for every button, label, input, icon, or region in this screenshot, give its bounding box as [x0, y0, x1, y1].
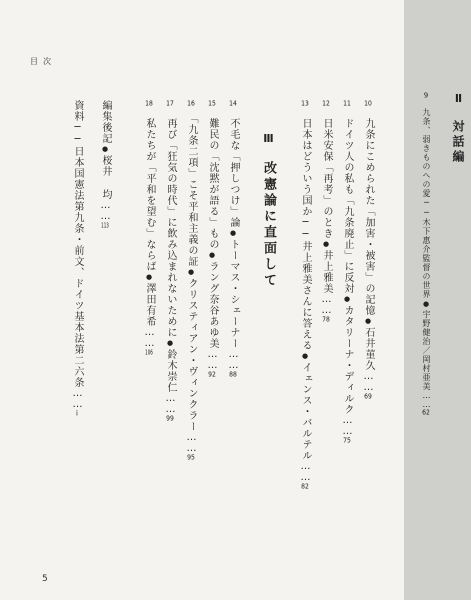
next-entry: [422, 92, 430, 416]
entry-title: 資料──日本国憲法第九条・前文、ドイツ基本法第二六条: [72, 100, 83, 388]
entry-leader: ……: [186, 432, 197, 454]
entry-title: ドイツ人の私も「九条廃止」に反対: [342, 118, 353, 294]
toc-entry: [321, 100, 331, 323]
bullet-icon: ●: [145, 273, 153, 282]
next-entry-number: 9: [423, 92, 429, 99]
entry-number: 15: [208, 100, 216, 107]
entry-page: 75: [343, 437, 351, 444]
entry-number: 11: [343, 100, 351, 107]
bullet-icon: ●: [343, 295, 351, 304]
entry-author: 桜井 均: [100, 155, 111, 200]
entry-number: 10: [364, 100, 372, 107]
entry-title: 九条にこめられた「加害・被害」の記憶: [363, 118, 374, 316]
bullet-icon: ●: [364, 317, 372, 326]
entry-title: 編集後記: [100, 100, 111, 144]
entry-page: 92: [208, 371, 216, 378]
entry-page: 78: [322, 316, 330, 323]
entry-leader: ……: [144, 327, 155, 349]
toc-entry: [207, 100, 217, 378]
entry-page: i: [76, 410, 78, 417]
toc-entry: [100, 100, 110, 229]
entry-page: 99: [166, 415, 174, 422]
entry-page: 106: [145, 349, 153, 356]
entry-number: 13: [301, 100, 309, 107]
bullet-icon: ●: [166, 339, 174, 348]
toc-entry: [72, 100, 82, 417]
entry-leader: ……: [342, 415, 353, 437]
entry-page: 95: [187, 454, 195, 461]
entry-title: 難民の「沈黙が語る」もの: [207, 118, 218, 250]
entry-title: 「九条二項」こそ平和主義の証: [186, 118, 197, 267]
next-entry-title: 九条、弱きものへの愛──木下惠介監督の世界: [422, 108, 431, 299]
entry-page: 69: [364, 393, 372, 400]
next-section-number: Ⅱ: [452, 92, 465, 105]
next-entry-author: 宇野健治／岡村亜美: [422, 310, 431, 391]
next-section-heading: [452, 92, 464, 165]
bullet-icon: ●: [322, 240, 330, 249]
entry-number: 17: [166, 100, 174, 107]
entry-page: 82: [301, 483, 309, 490]
section-number: Ⅲ: [262, 132, 275, 145]
entry-author: 石井菫久: [363, 327, 374, 371]
entry-leader: ……: [228, 349, 239, 371]
entry-author: クリスティアン・ヴィンクラー: [186, 278, 197, 432]
toc-entry: [186, 100, 196, 461]
toc-entry: [363, 100, 373, 400]
entry-number: 12: [322, 100, 330, 107]
toc-entry: [342, 100, 352, 444]
entry-leader: ……: [100, 200, 111, 222]
entry-author: 井上雅美: [321, 250, 332, 294]
entry-title: 再び「狂気の時代」に飲み込まれないために: [165, 118, 176, 338]
adjacent-page: [404, 0, 471, 600]
bullet-icon: ●: [301, 352, 309, 361]
entry-leader: ……: [363, 371, 374, 393]
entry-leader: ……: [72, 388, 83, 410]
entry-title: 日本はどういう国か──井上雅美さんに答える: [300, 118, 311, 351]
toc-entry: [165, 100, 175, 422]
entry-leader: ……: [300, 461, 311, 483]
entry-author: 澤田有希: [144, 283, 155, 327]
entry-author: トーマス・シェーナー: [228, 239, 239, 349]
entry-leader: ……: [165, 393, 176, 415]
entry-number: 18: [145, 100, 153, 107]
entry-number: 16: [187, 100, 195, 107]
entry-leader: ……: [321, 294, 332, 316]
bullet-icon: ●: [101, 145, 109, 154]
next-section-title: 対話編: [451, 120, 465, 165]
entry-leader: ……: [207, 349, 218, 371]
entry-author: 鈴木崇仁: [165, 349, 176, 393]
bullet-icon: ●: [229, 229, 237, 238]
entry-author: ラング奈谷あゆ美: [207, 261, 218, 349]
entry-author: イェンス・バルテル: [300, 362, 311, 461]
entry-author: カタリーナ・ディルク: [342, 305, 353, 415]
toc-entry: [300, 100, 310, 490]
next-entry-page: 62: [422, 409, 430, 416]
section-heading: [262, 132, 275, 289]
bullet-icon: ●: [208, 251, 216, 260]
entry-title: 私たちが「平和を望む」ならば: [144, 118, 155, 272]
entry-number: 14: [229, 100, 237, 107]
toc-entry: [228, 100, 238, 378]
entry-page: 88: [229, 371, 237, 378]
bullet-icon: ●: [422, 300, 430, 309]
toc-entry: [144, 100, 154, 356]
page-number: 5: [42, 574, 48, 584]
entry-page: 113: [101, 222, 109, 229]
section-title: 改憲論に直面して: [261, 161, 276, 289]
next-entry-leader: ……: [422, 391, 431, 409]
bullet-icon: ●: [187, 268, 195, 277]
entry-title: 日米安保「再考」のとき: [321, 118, 332, 239]
entry-title: 不毛な「押しつけ」論: [228, 118, 239, 228]
page-header: 目次: [30, 57, 56, 66]
